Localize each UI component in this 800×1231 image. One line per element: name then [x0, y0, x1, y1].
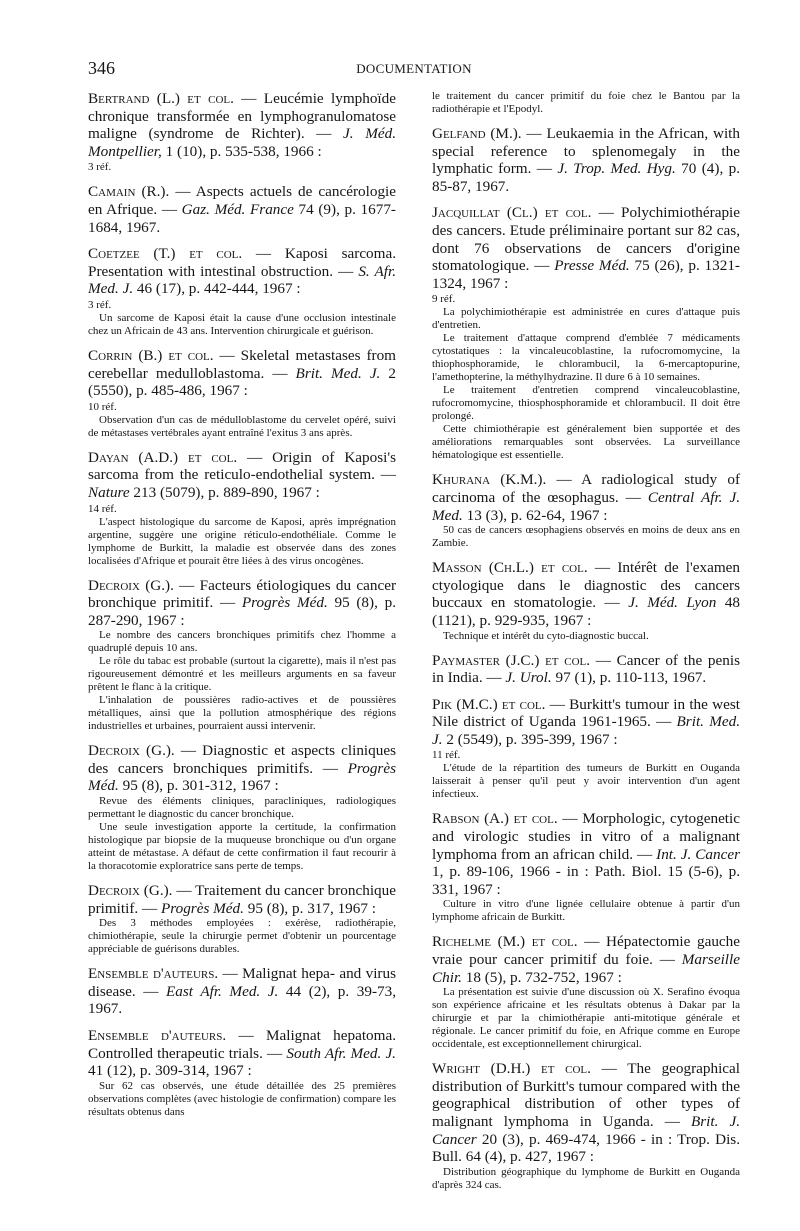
citation: [432, 652, 740, 687]
citation: [432, 696, 740, 749]
entry-author: Gelfand (M.).: [432, 125, 522, 142]
entry-abstract: Le rôle du tabac est probable (surtout la cigarette), mais il n'est pas rigoureusement démontré et les meilleurs arguments en sa faveur prêtent le flanc à la critique.: [88, 655, 396, 694]
entry-author: Dayan (A.D.) et col.: [88, 448, 238, 466]
entry-author: Corrin (B.) et col.: [88, 346, 214, 364]
entry-author: Khurana (K.M.).: [432, 471, 547, 489]
entry-details: 97 (1), p. 110-113, 1967.: [551, 669, 707, 687]
entry-abstract: Un sarcome de Kaposi était la cause d'une occlusion intestinale chez un Africain de 43 ans. Intervention chirurgicale et guérison.: [88, 311, 396, 337]
entry-details: 46 (17), p. 442-444, 1967 :: [133, 280, 301, 298]
entry-abstract: Technique et intérêt du cyto-diagnostic buccal.: [443, 629, 649, 642]
entry-details: 44 (2), p. 39-73, 1967.: [88, 982, 396, 1018]
entry-journal: Marseille Chir.: [432, 951, 740, 986]
entry-title: — Kaposi sarcoma. Presentation with intestinal obstruction. —: [88, 245, 397, 280]
entry-journal: Gaz. Méd. France: [181, 200, 294, 218]
entry-abstract: le traitement du cancer primitif du foie chez le Bantou par la radiothérapie et l'Epodyl.: [432, 90, 740, 115]
entry-author: Jacquillat (Cl.) et col.: [432, 204, 592, 222]
entry-journal: Progrès Méd.: [160, 899, 244, 917]
entry-journal: J. Urol.: [505, 669, 552, 687]
entry-details: 18 (5), p. 732-752, 1967 :: [461, 968, 622, 986]
entry-references: 10 réf.: [88, 400, 117, 413]
entry-details: 2 (5549), p. 395-399, 1967 :: [442, 730, 618, 748]
entry-details: 13 (3), p. 62-64, 1967 :: [462, 506, 608, 524]
page-number: 346: [88, 58, 115, 78]
entry-abstract: La présentation est suivie d'une discussion où X. Serafino évoqua son expérience africaine et les résultats obtenus à Dakar par la chirurgie et par la chimiothérapie anti-mitotique générale et régionale. Le cancer primitif du foie, en Afrique comme en Europe occidentale, est exceptionnellement chirurgical.: [432, 986, 740, 1051]
entry-title: — Aspects actuels de cancérologie en Afrique. —: [88, 183, 397, 218]
entry-details: 70 (4), p. 85-87, 1967.: [432, 160, 740, 195]
entry-abstract: L'aspect histologique du sarcome de Kaposi, après imprégnation argentine, suggère une origine réticulo-endothéliale. Comme le lymphome de Burkitt, la maladie est observée dans des zones localisées d'Afrique et pourait être liées à des virus oncogènes.: [88, 515, 396, 567]
citation: [88, 965, 396, 1018]
entry-abstract: Revue des éléments cliniques, paracliniques, radiologiques permettant le diagnostic du cancer bronchique.: [88, 795, 396, 821]
entry-journal: Progrès Méd.: [88, 759, 396, 795]
entry-author: Ensemble d'auteurs.: [88, 1027, 227, 1045]
entry-journal: Nature: [88, 483, 130, 501]
entry-author: Paymaster (J.C.) et col.: [432, 651, 591, 669]
entry-abstract: Le nombre des cancers bronchiques primitifs chez l'homme a quadruplé depuis 10 ans.: [88, 629, 396, 655]
entry-title: — Cancer of the penis in India. —: [432, 651, 740, 687]
bibliography-entry: [88, 577, 396, 734]
entry-journal: Progrès Méd.: [241, 594, 328, 612]
entry-abstract: La polychimiothérapie est administrée en cures d'attaque puis d'entretien.: [432, 306, 740, 332]
bibliography-entry: [432, 810, 740, 924]
citation: [432, 559, 740, 629]
entry-title: — Traitement du cancer bronchique primitif. —: [88, 882, 396, 917]
entry-references: 9 réf.: [432, 293, 456, 306]
entry-details: 1, p. 89-106, 1966 - in : Path. Biol. 15 (5-6), p. 331, 1967 :: [432, 863, 740, 898]
entry-author: Ensemble d'auteurs.: [88, 965, 219, 983]
entry-references: 11 réf.: [432, 749, 461, 762]
bibliography-entry: [88, 882, 396, 956]
bibliography-entry: [88, 1027, 396, 1119]
citation: [88, 90, 396, 160]
entry-author: Richelme (M.) et col.: [432, 933, 578, 951]
bibliography-entry: [432, 933, 740, 1051]
bibliography-entry: [88, 347, 396, 440]
entry-journal: J. Méd. Montpellier,: [88, 125, 396, 160]
entry-abstract: Observation d'un cas de médulloblastome du cervelet opéré, suivi de métastases vertébrales ayant entraîné l'exitus 3 ans après.: [88, 413, 396, 439]
entry-abstract: Le traitement d'entretien comprend vincaleucoblastine, rufocromomycine, thiosphosphoramide et chlorambucil. Il doit être prolongé.: [432, 384, 740, 423]
entry-abstract: Cette chimiothérapie est généralement bien supportée et des améliorations remarquables sont observées. La surveillance hématologique est essentielle.: [432, 423, 740, 462]
bibliography-entry: [432, 696, 740, 802]
running-title: DOCUMENTATION: [356, 61, 472, 76]
entry-author: Masson (Ch.L.) et col.: [432, 559, 588, 577]
entry-journal: Brit. Med. J.: [432, 713, 740, 748]
entry-journal: S. Afr. Med. J.: [88, 262, 396, 298]
left-column: [88, 90, 396, 1201]
citation: [432, 471, 740, 524]
bibliography-entry: [88, 90, 396, 174]
right-column: [432, 90, 740, 1201]
entry-journal: East Afr. Med. J.: [166, 982, 279, 1000]
entry-title: — Polychimiothérapie des cancers. Etude préliminaire portant sur 82 cas, dont 76 observations de cancers d'origine stomatologique. —: [432, 204, 740, 275]
citation: [88, 742, 396, 795]
citation: [432, 810, 740, 898]
entry-title: — The geographical distribution of Burkitt's tumour compared with the geographical distribution of other types of malignant lymphoma in Uganda. —: [432, 1060, 740, 1130]
page-header: [88, 58, 740, 90]
entry-journal: Int. J. Cancer: [656, 845, 740, 863]
entry-abstract: L'inhalation de poussières radio-actives et de poussières métalliques, ainsi que la pollution atmosphérique des régions industrielles et urbaines, pourraient aussi intervenir.: [88, 694, 396, 733]
citation: [88, 449, 396, 502]
entry-author: Wright (D.H.) et col.: [432, 1060, 591, 1078]
entry-details: 95 (8), p. 301-312, 1967 :: [118, 777, 279, 795]
entry-details: 48 (1121), p. 929-935, 1967 :: [432, 594, 740, 629]
entry-author: Bertrand (L.) et col.: [88, 90, 234, 107]
entry-details: 1 (10), p. 535-538, 1966 :: [161, 142, 322, 160]
entry-journal: J. Trop. Med. Hyg.: [557, 160, 676, 178]
entry-journal: J. Méd. Lyon: [628, 594, 717, 612]
entry-author: Decroix (G.).: [88, 882, 173, 900]
citation: [88, 882, 396, 917]
entry-title: — A radiological study of carcinoma of the œsophagus. —: [432, 471, 740, 506]
entry-title: — Malignat hepatoma. Controlled therapeutic trials. —: [88, 1027, 396, 1062]
entry-title: — Leucémie lymphoïde chronique transformée en lymphogranulomatose maligne (syndrome de Richter). —: [88, 90, 396, 143]
entry-journal: Brit. J. Cancer: [432, 1113, 740, 1148]
citation: [88, 183, 396, 236]
entry-title: — Diagnostic et aspects cliniques des cancers bronchiques primitifs. —: [88, 742, 396, 777]
entry-details: 74 (9), p. 1677-1684, 1967.: [88, 200, 396, 236]
citation: [88, 347, 396, 400]
entry-details: 75 (26), p. 1321-1324, 1967 :: [432, 257, 740, 292]
entry-title: — Skeletal metastases from cerebellar medulloblastoma. —: [88, 346, 396, 382]
bibliography-entry: [432, 559, 740, 642]
entry-author: Decroix (G.).: [88, 742, 175, 760]
entry-journal: Presse Méd.: [554, 257, 630, 275]
entry-details: 2 (5550), p. 485-486, 1967 :: [88, 364, 396, 400]
entry-journal: South Afr. Med. J.: [286, 1044, 396, 1062]
bibliography-entry: [88, 742, 396, 873]
entry-title: — Facteurs étiologiques du cancer bronchique primitif. —: [88, 576, 397, 612]
entry-details: 95 (8), p. 287-290, 1967 :: [88, 594, 396, 629]
entry-details: 41 (12), p. 309-314, 1967 :: [88, 1062, 252, 1080]
bibliography-columns: [88, 90, 740, 1201]
citation: [432, 1060, 740, 1166]
bibliography-entry: [432, 471, 740, 550]
entry-abstract: Culture in vitro d'une lignée cellulaire obtenue à partir d'un lymphome africain de Burkitt.: [432, 898, 740, 924]
entry-title: — Leukaemia in the African, with special reference to splenomegaly in the lymphatic form. —: [432, 125, 740, 178]
entry-author: Coetzee (T.) et col.: [88, 245, 243, 263]
entry-references: 3 réf.: [88, 161, 112, 174]
entry-abstract: Sur 62 cas observés, une étude détaillée des 25 premières observations complètes (avec histologie de confirmation) compare les résultats obtenus dans: [88, 1079, 396, 1118]
entry-journal: Brit. Med. J.: [295, 364, 381, 382]
bibliography-entry: [88, 449, 396, 568]
entry-abstract: 50 cas de cancers œsophagiens observés en moins de deux ans en Zambie.: [432, 524, 740, 550]
entry-abstract: Des 3 méthodes employées : exérèse, radiothérapie, chimiothérapie, seule la chirurgie permet d'obtenir un pourcentage appréciable de guérisons durables.: [88, 917, 396, 956]
entry-author: Camain (R.).: [88, 183, 170, 201]
citation: [88, 577, 396, 630]
entry-details: 20 (3), p. 469-474, 1966 - in : Trop. Dis. Bull. 64 (4), p. 427, 1967 :: [432, 1130, 740, 1166]
bibliography-entry: [432, 125, 740, 195]
bibliography-entry: [88, 245, 396, 338]
entry-title: — Intérêt de l'examen ctyologique dans le diagnostic des cancers buccaux en stomatologie. —: [432, 559, 740, 612]
bibliography-entry: [88, 965, 396, 1018]
entry-author: Pik (M.C.) et col.: [432, 695, 546, 713]
bibliography-entry: [88, 183, 396, 236]
entry-abstract: Distribution géographique du lymphome de Burkitt en Ouganda d'après 324 cas.: [432, 1165, 740, 1191]
citation: [88, 1027, 396, 1080]
entry-abstract: L'étude de la répartition des tumeurs de Burkitt en Ouganda laisserait à penser qu'il peut y avoir intervention d'un agent infectieux.: [432, 762, 740, 801]
bibliography-entry: [432, 204, 740, 462]
bibliography-entry: [432, 90, 740, 116]
citation: [432, 204, 740, 292]
entry-author: Rabson (A.) et col.: [432, 810, 558, 828]
entry-references: 14 réf.: [88, 502, 117, 515]
entry-abstract: Une seule investigation apporte la certitude, la confirmation histologique par biopsie de la muqueuse bronchique ou d'un organe atteint de métastase. A défaut de cette confirmation il faut recourir à la thoracotomie exploratrice sans perte de temps.: [88, 821, 396, 873]
entry-title: — Burkitt's tumour in the west Nile district of Uganda 1961-1965. —: [432, 695, 740, 731]
entry-author: Decroix (G.).: [88, 576, 174, 594]
entry-references: 3 réf.: [88, 298, 112, 311]
entry-details: 95 (8), p. 317, 1967 :: [243, 899, 376, 917]
bibliography-entry: [432, 652, 740, 687]
entry-title: — Malignat hepa- and virus disease. —: [88, 965, 396, 1000]
citation: [432, 125, 740, 195]
citation: [432, 933, 740, 986]
entry-journal: Central Afr. J. Med.: [432, 488, 740, 524]
entry-abstract: Le traitement d'attaque comprend d'emblée 7 médicaments cytostatiques : la vincaleucoblastine, la rufocromomycine, la thiophosphoramide, le chlorambucil, la 6-mercaptopurine, l'amethopterine, la méthylhydrazine. Il dure 6 à 10 semaines.: [432, 332, 740, 384]
entry-title: — Hépatectomie gauche vraie pour cancer primitif du foie. —: [432, 933, 740, 969]
citation: [88, 245, 396, 298]
bibliography-entry: [432, 1060, 740, 1192]
entry-title: — Morphologic, cytogenetic and virologic studies in vitro of a malignant lymphoma from an african child. —: [432, 810, 740, 863]
entry-details: 213 (5079), p. 889-890, 1967 :: [129, 483, 320, 501]
entry-title: — Origin of Kaposi's sarcoma from the reticulo-endothelial system. —: [88, 448, 396, 484]
